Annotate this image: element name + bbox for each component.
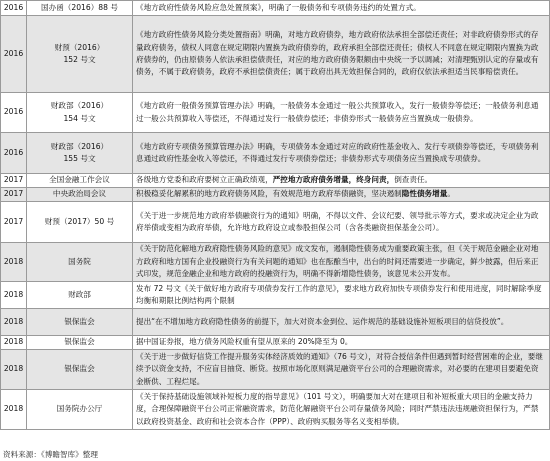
table-row <box>1 202 550 243</box>
content-text <box>136 3 546 13</box>
content-span: 倒查责任。 <box>394 175 433 185</box>
table-row <box>1 188 550 202</box>
table-row <box>1 350 550 390</box>
document-cell: 全国金融工作会议 <box>27 174 133 188</box>
document-cell: 国务院 <box>27 243 133 282</box>
content-span: 《关于保持基础设施领域补短板力度的指导意见》（101 号文），明确要加大对在建项目和补短板重大项目的金融支持力度，合理保障融资平台公司正常融资需求，防范化解融资平台公司存量债务风险；同时严禁违法违规融资担保行为，严禁以政府投资基金、政府和社会资本合作（PPP）、政府购买服务等名义变相举债。 <box>136 391 539 426</box>
table-row <box>1 282 550 309</box>
table-row <box>1 336 550 350</box>
content-emphasis: 严控地方政府债务增量，终身问责， <box>272 175 395 185</box>
policy-table-body <box>1 1 550 430</box>
content-cell <box>133 282 550 309</box>
content-span: 据中国证券报，地方债务风险权重有望从原来的 20%降至为 0。 <box>136 337 353 347</box>
content-text <box>136 243 546 280</box>
content-text <box>136 29 546 79</box>
year-cell: 2016 <box>1 133 27 174</box>
content-cell <box>133 133 550 174</box>
content-emphasis: 隐性债务增量 <box>401 189 448 199</box>
content-cell <box>133 309 550 336</box>
year-cell: 2017 <box>1 188 27 202</box>
document-cell: 财政部（2016） 154 号文 <box>27 93 133 133</box>
content-cell <box>133 1 550 16</box>
year-cell: 2018 <box>1 243 27 282</box>
content-span: 《地方政府一般债务预算管理办法》明确，一般债务本金通过一般公共预算收入，发行一般债券等偿还；一般债务利息通过一般公共预算收入等偿还，不得通过发行一般债券偿还；非债券形式一般债务应当置换成一般债券。 <box>136 101 539 123</box>
content-span: 《关于进一步做好信贷工作提升服务实体经济质效的通知》（76 号文），对符合授信条件但遇到暂时经营困难的企业，要继续予以资金支持，不应盲目抽贷、断贷。按照市场化原则满足融资平台公司的合理融资需求，对必要的在建项目要避免资金断供、工程烂尾。 <box>136 351 543 386</box>
content-span: 发布 72 号文《关于做好地方政府专项债券发行工作的意见》，要求地方政府加快专项债券发行和使用进度，同时解除季度均衡和期限比例结构两个限制 <box>136 283 542 305</box>
table-row <box>1 133 550 174</box>
content-cell <box>133 93 550 133</box>
content-text <box>136 100 546 125</box>
year-cell: 2018 <box>1 309 27 336</box>
content-text <box>136 336 546 348</box>
year-cell: 2018 <box>1 390 27 430</box>
year-cell: 2016 <box>1 1 27 16</box>
table-row <box>1 243 550 282</box>
document-cell: 银保监会 <box>27 309 133 336</box>
content-cell <box>133 202 550 243</box>
content-cell <box>133 243 550 282</box>
content-cell <box>133 188 550 202</box>
document-cell: 财预（2016） 152 号文 <box>27 16 133 93</box>
content-span: 《地方政府性债务风险分类处置指南》明确，对地方政府债券，地方政府依法承担全部偿还责任；对非政府债券形式的存量政府债务，债权人同意在规定期限内置换为政府债券的，政府承担全部偿还责任；债权人不同意在规定期限内置换为政府债券的，仍由原债务人依法承担偿债责任，对应的地方政府债务限额由中央统一予以调减；对清理甄别认定的存量或有债务，不属于政府债务，政府不承担偿债责任；属于政府出具无效担保合同的，政府仅依法承担适当民事赔偿责任。 <box>136 30 539 77</box>
content-cell <box>133 336 550 350</box>
year-cell: 2017 <box>1 174 27 188</box>
table-row <box>1 16 550 93</box>
content-text <box>136 141 546 166</box>
content-text <box>136 210 546 235</box>
content-text <box>136 283 546 308</box>
document-cell: 国务院办公厅 <box>27 390 133 430</box>
year-cell: 2017 <box>1 202 27 243</box>
table-row <box>1 309 550 336</box>
content-span: 《地方政府专项债务预算管理办法》明确，专项债务本金通过对应的政府性基金收入、发行专项债券等偿还，专项债务利息通过政府性基金收入等偿还，不得通过发行专项债券偿还；非债券形式专项债务应当置换成专项债券。 <box>136 141 539 163</box>
year-cell: 2018 <box>1 336 27 350</box>
document-cell: 财政部（2016） 155 号文 <box>27 133 133 174</box>
content-span: 《关于防范化解地方政府隐性债务风险的意见》成文发布，遏制隐性债务成为重要政策主张，但《关于规范金融企业对地方政府和地方国有企业投融资行为有关问题的通知》也在酝酿当中，出台的时间还需要进一步确定，鲜少披露，但后来正式印发，规范金融企业和地方政府的投融资行为，明确不得新增隐性债务，该意见未公开发布。 <box>136 244 539 279</box>
content-text <box>136 351 546 388</box>
content-span: 提出“在不增加地方政府隐性债务的前提下，加大对资本金到位、运作规范的基础设施补短板项目的信贷投放”。 <box>136 316 509 326</box>
year-cell: 2018 <box>1 350 27 390</box>
table-row <box>1 93 550 133</box>
content-span: 《关于进一步规范地方政府举债融资行为的通知》明确，不得以文件、会议纪要、领导批示等方式，要求或决定企业为政府举债或变相为政府举债，允许地方政府设立或参股担保公司（含各类融资担保基金公司）。 <box>136 210 539 232</box>
content-cell <box>133 174 550 188</box>
table-row <box>1 174 550 188</box>
document-cell: 财预（2017）50 号 <box>27 202 133 243</box>
content-cell <box>133 16 550 93</box>
content-cell <box>133 390 550 430</box>
year-cell: 2016 <box>1 93 27 133</box>
content-span: 《地方政府性债务风险应急处置预案》，明确了一般债务和专项债务违约的处置方式。 <box>136 3 421 12</box>
document-cell: 中央政治局会议 <box>27 188 133 202</box>
content-text <box>136 174 546 186</box>
content-text <box>136 316 546 328</box>
year-cell: 2018 <box>1 282 27 309</box>
content-span: 。 <box>447 189 455 199</box>
table-row <box>1 390 550 430</box>
source-note: 资料来源：《博瞻智库》整理 <box>3 450 98 459</box>
document-cell: 国办函（2016）88 号 <box>27 1 133 16</box>
content-span: 积极稳妥化解累积的地方政府债务风险，有效规范地方政府举债融资，坚决遏制 <box>136 189 402 199</box>
year-cell: 2016 <box>1 16 27 93</box>
content-text <box>136 391 546 428</box>
content-text <box>136 188 546 200</box>
content-cell <box>133 350 550 390</box>
document-cell: 银保监会 <box>27 350 133 390</box>
document-cell: 银保监会 <box>27 336 133 350</box>
table-row <box>1 1 550 16</box>
content-span: 各级地方党委和政府要树立正确政绩观， <box>136 175 273 185</box>
document-cell: 财政部 <box>27 282 133 309</box>
